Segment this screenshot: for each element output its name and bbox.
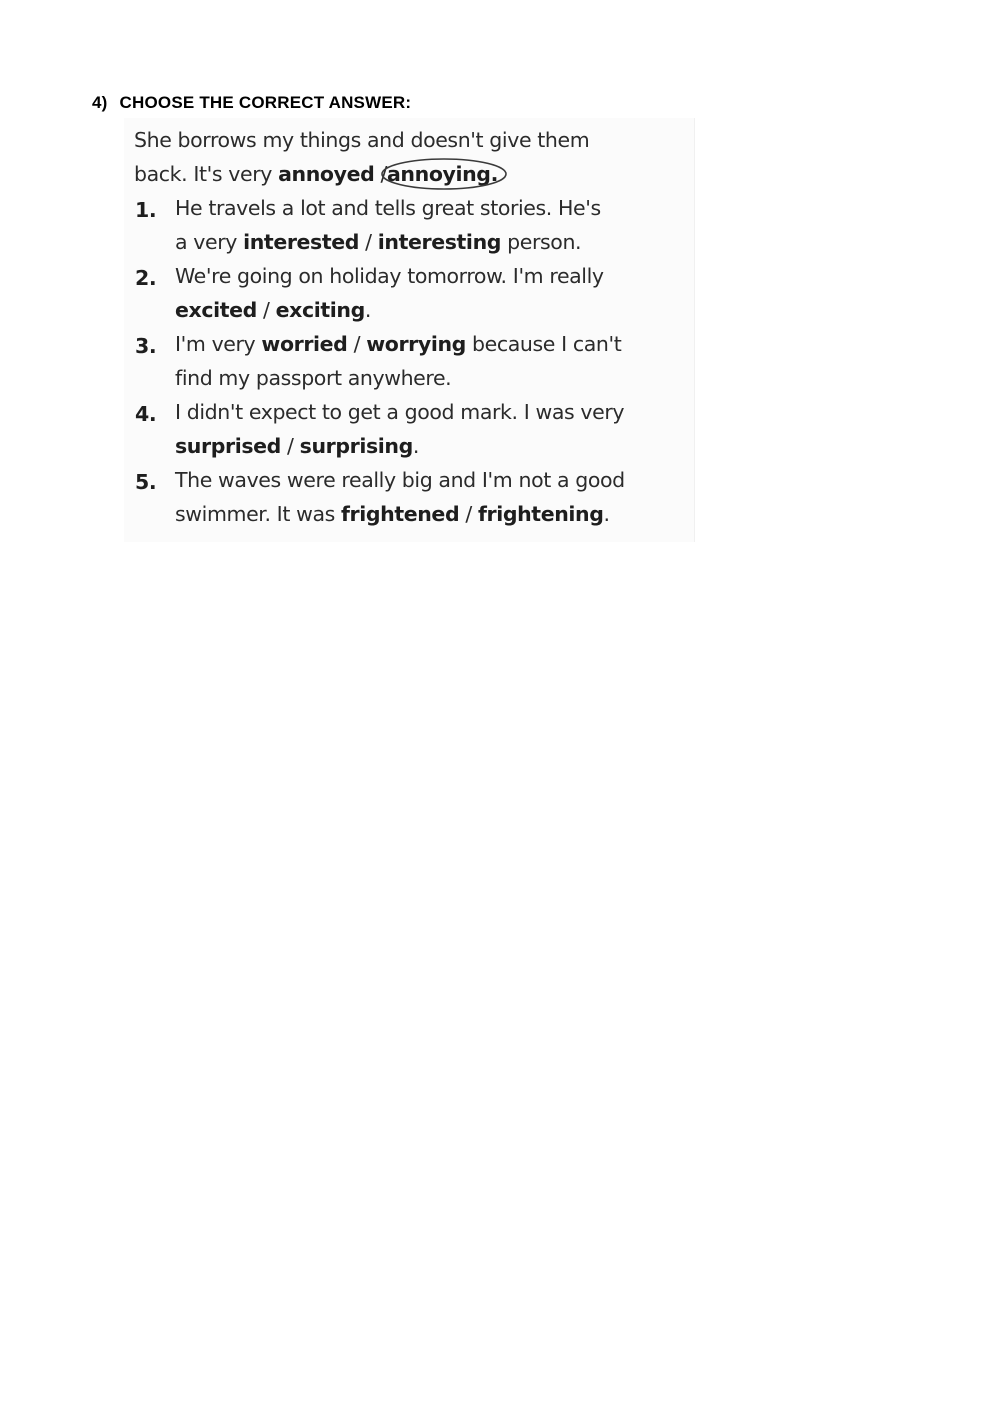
item-4-option-b[interactable]: surprising — [299, 434, 413, 458]
item-3-option-b[interactable]: worrying — [366, 332, 466, 356]
item-text: swimmer. It was — [175, 502, 335, 526]
answer-circle-icon — [379, 157, 509, 191]
item-separator: / — [465, 502, 472, 526]
item-text: because I can't — [472, 332, 622, 356]
item-2-line-1: We're going on holiday tomorrow. I'm really — [175, 264, 604, 288]
item-number: 4. — [135, 402, 157, 426]
exercise-heading — [92, 93, 411, 113]
item-separator: / — [263, 298, 270, 322]
item-3-option-a[interactable]: worried — [261, 332, 348, 356]
item-4-line-1: I didn't expect to get a good mark. I was very — [175, 400, 625, 424]
item-separator: / — [365, 230, 372, 254]
item-5-option-a[interactable]: frightened — [341, 502, 460, 526]
item-number: 2. — [135, 266, 157, 290]
item-text: a very — [175, 230, 237, 254]
item-5-line-1: The waves were really big and I'm not a good — [175, 468, 625, 492]
item-text: person. — [507, 230, 582, 254]
item-5-option-b[interactable]: frightening — [477, 502, 604, 526]
item-2-option-b[interactable]: exciting — [275, 298, 365, 322]
item-1-option-a[interactable]: interested — [243, 230, 360, 254]
item-1-line-1: He travels a lot and tells great stories. He's — [175, 196, 601, 220]
example-text: back. It's very — [134, 162, 272, 186]
example-line-1: She borrows my things and doesn't give them — [134, 128, 590, 152]
example-line-2 — [134, 164, 498, 185]
item-4-line-2 — [175, 436, 419, 457]
item-4-option-a[interactable]: surprised — [175, 434, 281, 458]
item-5-line-2 — [175, 504, 610, 525]
exercise-number: 4) — [92, 93, 108, 112]
item-text: I'm very — [175, 332, 256, 356]
item-number: 5. — [135, 470, 157, 494]
item-separator: / — [287, 434, 294, 458]
example-option-b-circled — [387, 164, 498, 185]
item-text: . — [603, 502, 610, 526]
exercise-image-panel — [124, 118, 695, 542]
item-number: 3. — [135, 334, 157, 358]
item-text: . — [412, 434, 420, 458]
exercise-instruction: CHOOSE THE CORRECT ANSWER: — [119, 93, 412, 112]
item-separator: / — [353, 332, 361, 356]
item-text: . — [364, 298, 371, 322]
item-3-line-1 — [175, 334, 621, 355]
item-2-option-a[interactable]: excited — [175, 298, 257, 322]
item-2-line-2 — [175, 300, 371, 321]
item-1-line-2 — [175, 232, 581, 253]
item-number: 1. — [135, 198, 157, 222]
example-separator: / — [380, 162, 387, 186]
item-3-line-2: find my passport anywhere. — [175, 366, 452, 390]
example-option-b: annoying. — [387, 162, 498, 186]
example-option-a: annoyed — [278, 162, 375, 186]
item-1-option-b[interactable]: interesting — [377, 230, 502, 254]
